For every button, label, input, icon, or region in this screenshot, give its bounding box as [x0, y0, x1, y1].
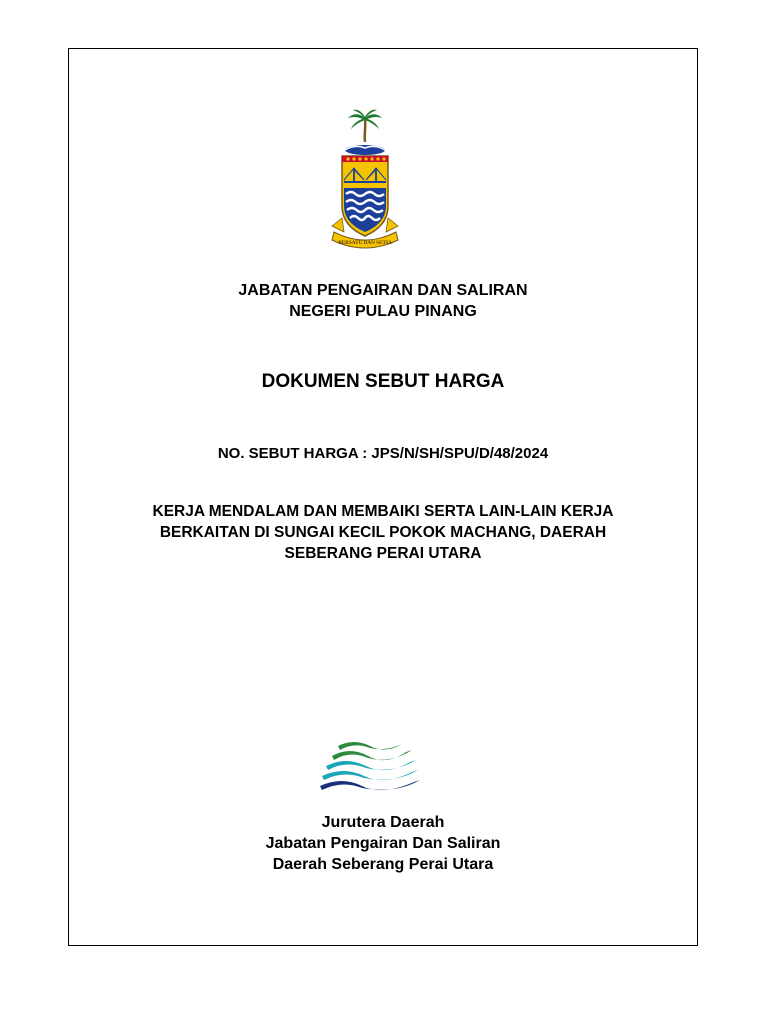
document-title: DOKUMEN SEBUT HARGA: [261, 371, 505, 392]
crest-motto: BERSATU DAN SETIA: [338, 240, 392, 246]
project-title: [68, 501, 698, 564]
issuer-block: [68, 812, 698, 875]
project-line-3: SEBERANG PERAI UTARA: [284, 545, 482, 562]
issuer-line-2: Jabatan Pengairan Dan Saliran: [265, 835, 501, 852]
penang-state-crest-icon: [320, 108, 410, 254]
project-line-2: BERKAITAN DI SUNGAI KECIL POKOK MACHANG, DAERAH: [159, 524, 607, 541]
agency-name: [68, 280, 698, 322]
issuer-line-1: Jurutera Daerah: [321, 814, 445, 831]
jps-waves-logo-icon: [316, 738, 422, 798]
agency-line-1: JABATAN PENGAIRAN DAN SALIRAN: [238, 282, 528, 299]
issuer-line-3: Daerah Seberang Perai Utara: [272, 856, 494, 873]
project-line-1: KERJA MENDALAM DAN MEMBAIKI SERTA LAIN-LAIN KERJA: [152, 503, 614, 520]
agency-line-2: NEGERI PULAU PINANG: [289, 303, 477, 320]
quote-number: NO. SEBUT HARGA : JPS/N/SH/SPU/D/48/2024: [217, 445, 549, 462]
